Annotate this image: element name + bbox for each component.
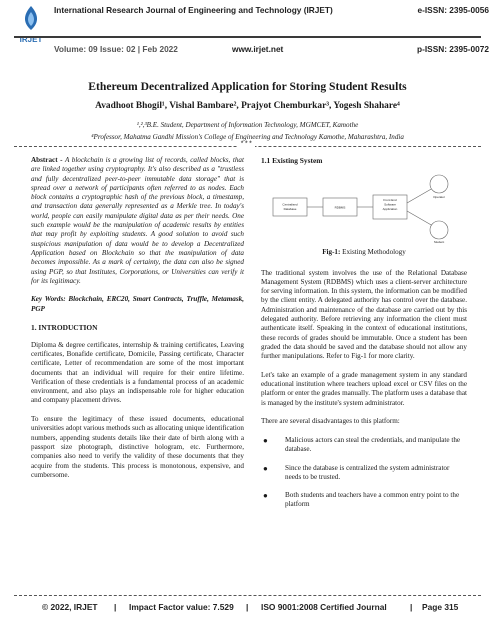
line-operator [407, 188, 433, 203]
list-item [261, 491, 467, 510]
existing-methodology-figure [261, 170, 467, 244]
box1-label-b: Database [283, 207, 297, 212]
footer-page-number: Page 315 [422, 602, 459, 612]
affiliation-professor: ⁴Professor, Mahatma Gandhi Mission's College of Engineering and Technology Kamothe, Maharashtra, India [91, 133, 404, 141]
irjet-logo [14, 4, 48, 46]
abstract-text: A blockchain is a growing list of records, called blocks, that are linked together using cryptography. It's also described as a "trustless and fully decentralized peer-to-peer immutable data storage" that is spread over a network of participants often referred to as nodes. Each block contains a cryptographic hash of the previous block, a timestamp, and transaction data generally represented as a Merkle tree. In today's world, people can easily manipulate digital data as per their needs. One such example would be the manipulation of academic results by entities that may profit by exploiting students. A good solution to avoid such suspicious manipulation of data would be to develop a Decentralized Application based on Blockchain so that the manipulation of data becomes impossible. As a mark of certainty, the data can also be signed using PGP, so that Institutes, Corporations, or Universities can verify it for its legitimacy. [31, 156, 244, 285]
footer-separator: | [410, 602, 413, 612]
logo-text: IRJET [19, 35, 43, 44]
header-rule [14, 36, 481, 38]
right-column [261, 156, 467, 519]
footer-rule [14, 595, 481, 596]
existing-paragraph-3: There are several disadvantages to this platform: [261, 417, 400, 426]
footer-copyright: © 2022, IRJET [42, 602, 98, 612]
separator-stars: *** [240, 141, 253, 149]
paper-authors: Avadhoot Bhogil¹, Vishal Bambare², Prajyot Chemburkar³, Yogesh Shahare⁴ [95, 101, 400, 111]
intro-paragraph-1: Diploma & degree certificates, internship & training certificates, Leaving certificates, Bonafide certificate, Domicile, Passing certificate, Character certificate, Letter of recommendation are some of the most important documents that an individual will require for their entire lifetime. Verification of these credentials is a fundamental process of an academic environment, and also plays an indispensable role for higher education and company placement drives. [31, 340, 244, 405]
line-student [407, 211, 433, 226]
e-issn: e-ISSN: 2395-0056 [417, 5, 489, 15]
footer-impact-factor: Impact Factor value: 7.529 [129, 602, 234, 612]
box1-label-a: Centralised [282, 202, 298, 207]
existing-paragraph-2: Let's take an example of a grade management system in any standard educational institution where teachers upload excel or CSV files on the platform or enter the grades manually. The platform uses a database that is managed by the institute's system administrator. [261, 370, 468, 407]
journal-header [0, 0, 495, 70]
student-icon [430, 221, 448, 239]
paper-title: Ethereum Decentralized Application for Storing Student Results [88, 80, 407, 93]
footer-iso: ISO 9001:2008 Certified Journal [261, 602, 387, 612]
footer-separator: | [114, 602, 117, 612]
keywords: Key Words: Blockchain, ERC20, Smart Contracts, Truffle, Metamask, PGP [31, 295, 244, 313]
abstract-label: Abstract - [31, 156, 63, 164]
volume-issue: Volume: 09 Issue: 02 | Feb 2022 [54, 44, 178, 54]
bullet-icon: ● [263, 435, 268, 445]
box3-label-b: Software [384, 202, 396, 207]
bullet-text: Since the database is centralized the system administrator needs to be trusted. [285, 463, 450, 481]
left-column [31, 156, 244, 489]
journal-name: International Research Journal of Engineering and Technology (IRJET) [54, 5, 333, 15]
bullet-icon: ● [263, 463, 268, 473]
figure-caption [261, 248, 467, 257]
actor-operator-label: Operator [433, 195, 445, 200]
figure-caption-text: Existing Methodology [340, 248, 406, 257]
existing-system-heading: 1.1 Existing System [261, 156, 323, 165]
box2-label: RDBMS [334, 205, 346, 210]
intro-paragraph-2: To ensure the legitimacy of these issued documents, educational universities adopt various methods such as allocating unique identification numbers, appending students details like their date of birth along with a passport size photograph, distinctive hologram, etc. Furthermore, companies also need to verify the validity of these documents that they acquire from the students. This process is monotonous, expensive, and cumbersome. [31, 415, 244, 479]
bullet-icon: ● [263, 491, 268, 501]
bullet-text: Malicious actors can steal the credentials, and manipulate the database. [285, 435, 461, 454]
p-issn: p-ISSN: 2395-0072 [417, 44, 489, 54]
introduction-heading: 1. INTRODUCTION [31, 323, 98, 333]
existing-paragraph-1: The traditional system involves the use of the Relational Database Management System (RDBMS) which uses a client-server architecture for serving information. In this system, the information can be modified by the client entity. A delegated authority has control over the database. Administration and maintenance of the database are carried out by this delegated authority. Before retrieving any information the client must authenticate itself. Speaking in the context of educational institutions, these records of grades should be immutable. Once a student has been graded the data should be saved and the database should not allow any further manipulations. Refer to Fig-1 for more clarity. [261, 268, 467, 361]
box3-label-c: Application [382, 207, 398, 212]
abstract [31, 156, 244, 286]
actor-student-label: Student [433, 240, 445, 245]
footer-separator: | [246, 602, 249, 612]
bullet-text: Both students and teachers have a common entry point to the platform [285, 491, 460, 509]
list-item [261, 436, 467, 455]
figure-caption-label: Fig-1: [322, 248, 341, 257]
journal-website[interactable]: www.irjet.net [232, 44, 284, 54]
affiliation-students: ¹,²,³B.E. Student, Department of Information Technology, MGMCET, Kamothe [136, 121, 359, 129]
box3-label-a: Front End [383, 198, 397, 203]
operator-icon [430, 175, 448, 193]
list-item [261, 464, 467, 483]
